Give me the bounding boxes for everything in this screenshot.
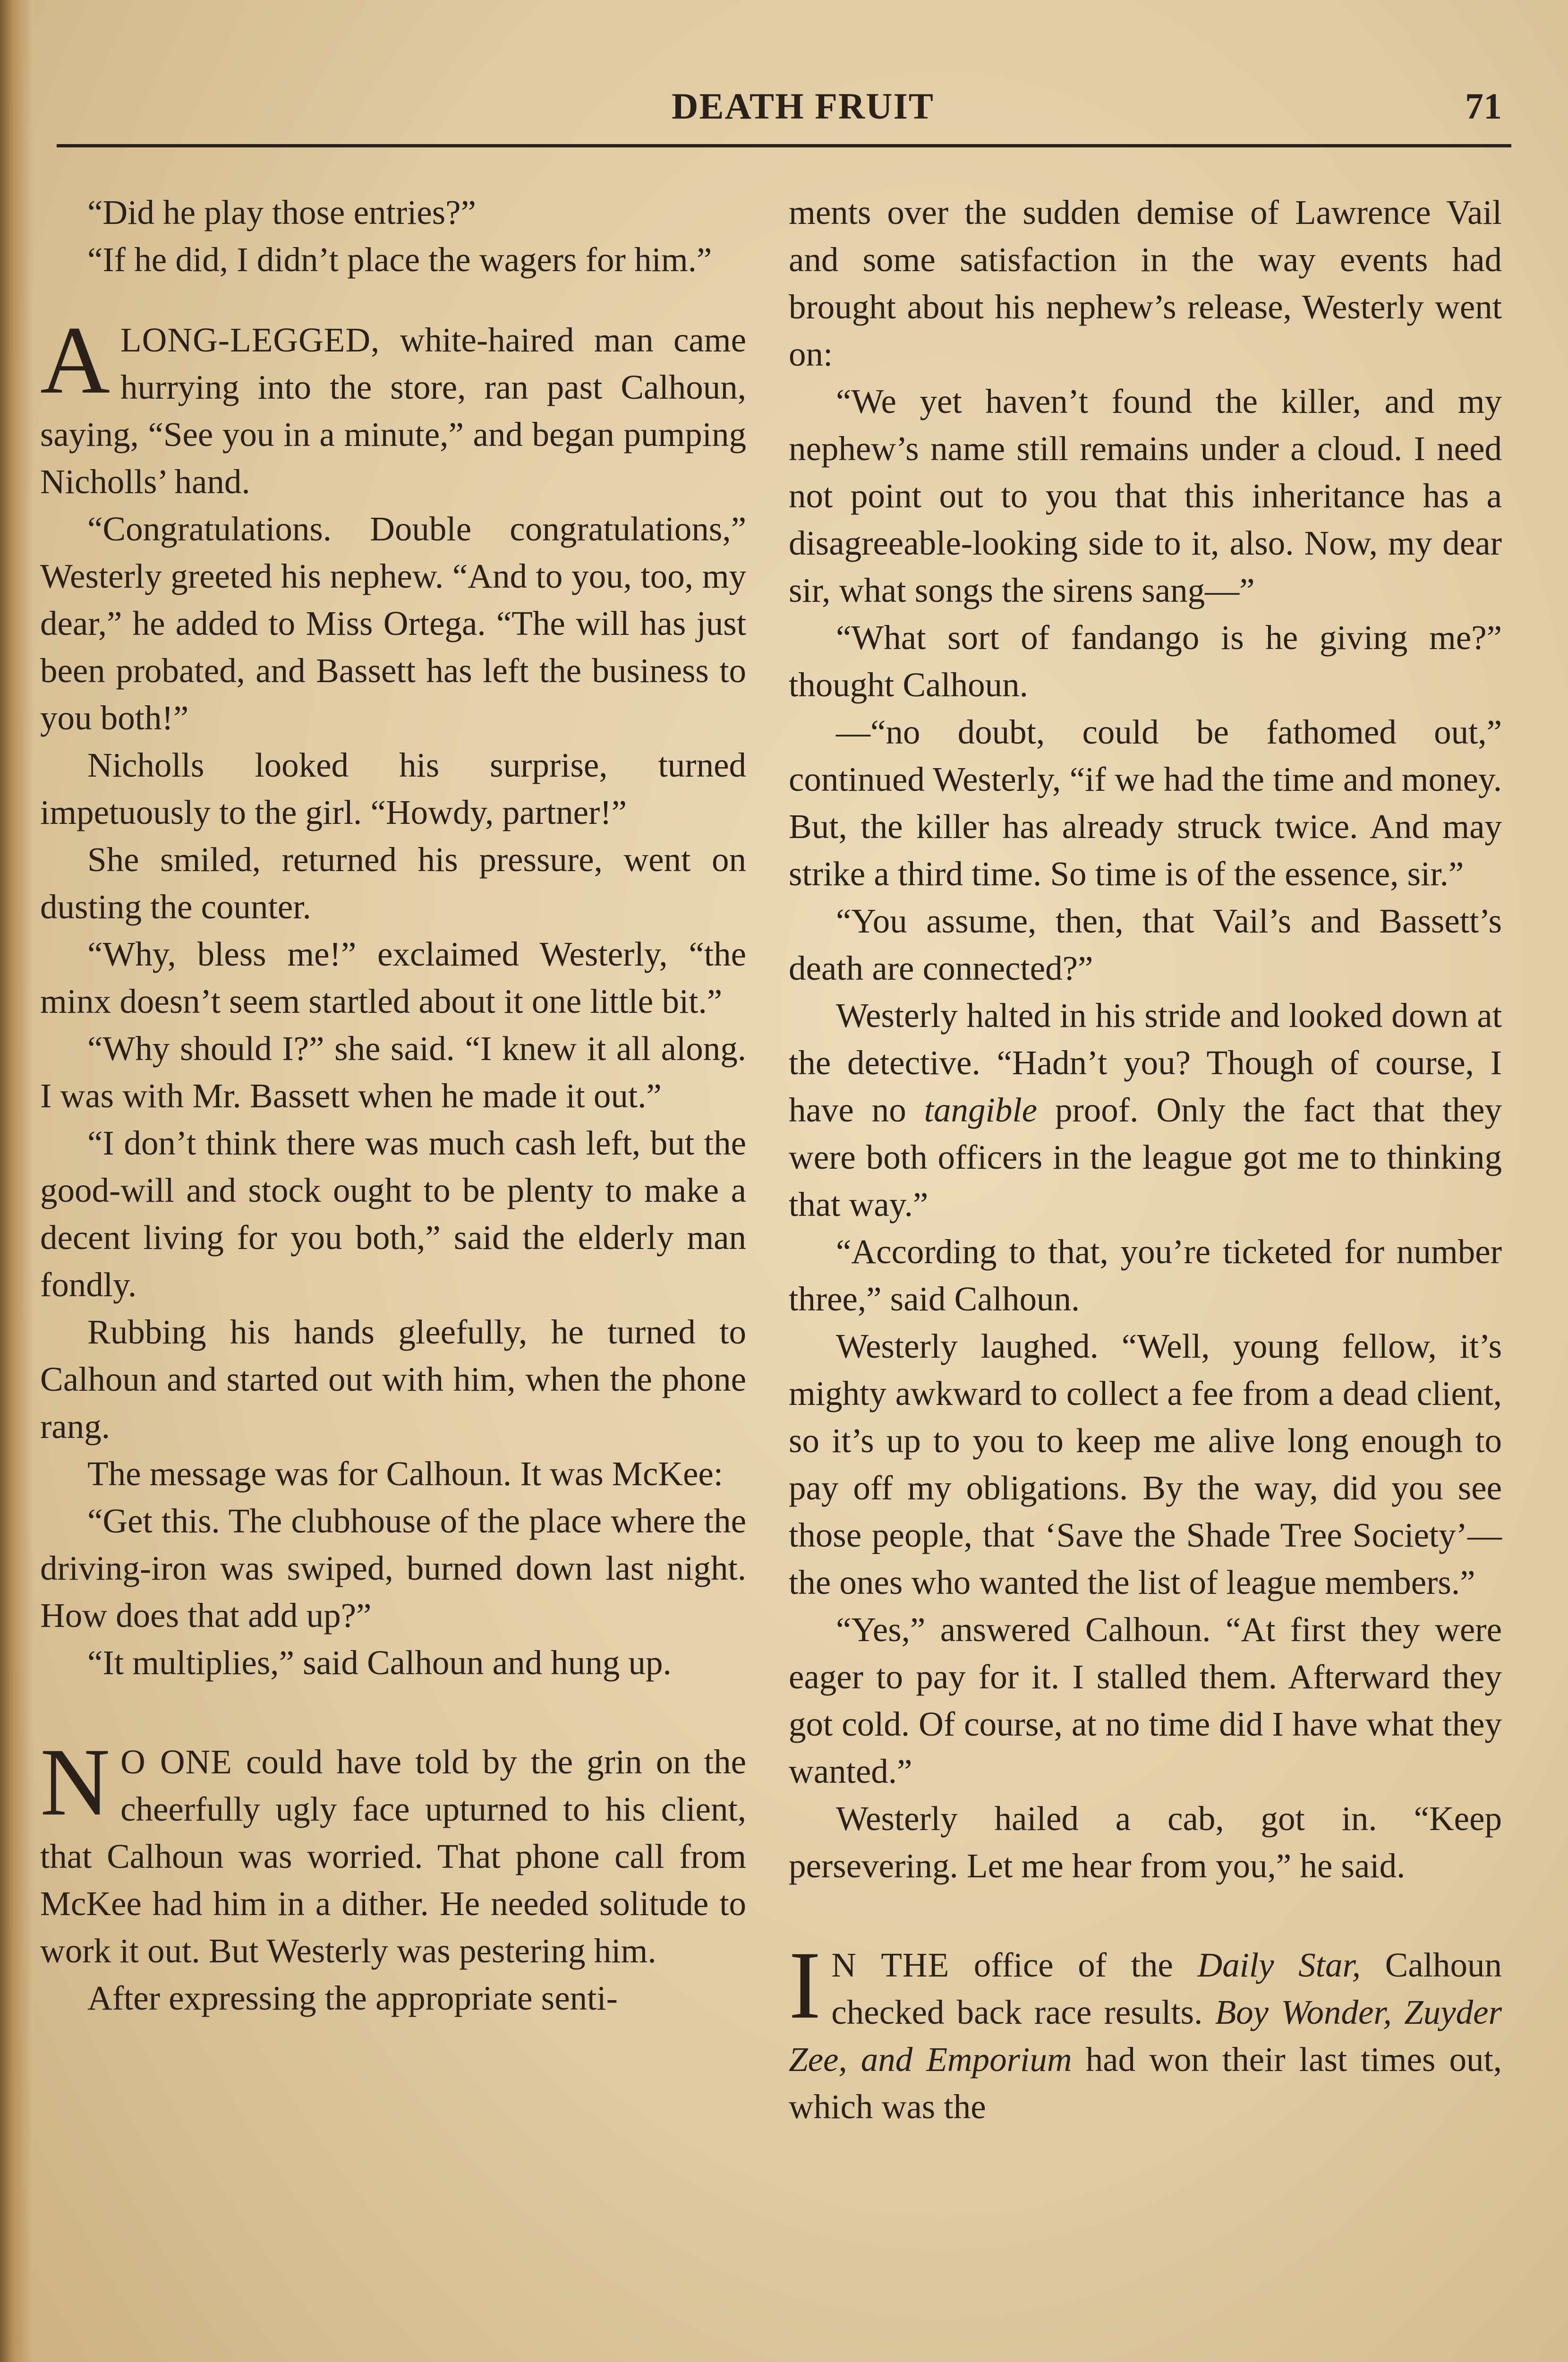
drop-cap: I (789, 1932, 821, 2039)
page-gutter-shadow (0, 0, 33, 2362)
paragraph-text: Westerly halted in his stride and looked down at the detective. “Hadn’t you? Though of course, I have no (789, 996, 1502, 1129)
paragraph: Westerly laughed. “Well, young fellow, it’s mighty awkward to collect a fee from a dead client, so it’s up to you to keep me alive long enough to pay off my obligations. By the way, did you see those people, that ‘Save the Shade Tree Society’—the ones who wanted the list of league members.” (789, 1327, 1502, 1601)
drop-cap: A (40, 307, 111, 414)
paragraph: “I don’t think there was much cash left, but the good-will and stock ought to be plenty to make a decent living for you both,” said the elderly man fondly. (40, 1124, 746, 1304)
paragraph: “It multiplies,” said Calhoun and hung up. (87, 1643, 672, 1682)
paragraph: The message was for Calhoun. It was McKee: (87, 1455, 724, 1493)
paragraph-text: office of the (949, 1946, 1198, 1984)
right-column (789, 189, 1502, 2131)
left-column (40, 189, 746, 2022)
italic-text: Boy Wonder, Zuyder Zee, and Emporium (789, 1993, 1502, 2079)
paragraph: After expressing the appropriate senti- (87, 1979, 618, 2017)
paragraph: She smiled, returned his pressure, went on dusting the counter. (40, 840, 746, 926)
paragraph: —“no doubt, could be fathomed out,” continued Westerly, “if we had the time and money. But, the killer has already struck twice. And may strike a third time. So time is of the essence, sir.” (789, 713, 1502, 893)
italic-text: Daily Star, (1197, 1946, 1361, 1984)
paragraph-text: could have told by the grin on the cheerfully ugly face upturned to his client, that Calhoun was worried. That phone call from McKee had him in a dither. He needed solitude to work it out. But Westerly was pestering him. (40, 1743, 746, 1970)
drop-cap: N (40, 1729, 111, 1836)
section-opening-paragraph (40, 307, 746, 505)
paragraph: Nicholls looked his surprise, turned impetuously to the girl. “Howdy, partner!” (40, 746, 746, 831)
paragraph: “Yes,” answered Calhoun. “At first they were eager to pay for it. I stalled them. Afterward they got cold. Of course, at no time did I have what they wanted.” (789, 1610, 1502, 1790)
paragraph: “According to that, you’re ticketed for number three,” said Calhoun. (789, 1232, 1502, 1318)
section-opening-paragraph (40, 1729, 746, 1975)
paragraph-text: Calhoun checked back race results. (831, 1946, 1502, 2031)
italic-text: tangible (924, 1091, 1038, 1129)
paragraph: “You assume, then, that Vail’s and Bassett’s death are connected?” (789, 902, 1502, 987)
paragraph: “Did he play those entries?” (87, 193, 476, 231)
paragraph-text: proof. Only the fact that they were both officers in the league got me to thinking that way.” (789, 1091, 1502, 1224)
lead-in-caps: N THE (831, 1946, 950, 1984)
paragraph: “Congratulations. Double congratulations,” Westerly greeted his nephew. “And to you, too, my dear,” he added to Miss Ortega. “The will has just been probated, and Bassett has left the business to you both!” (40, 510, 746, 737)
paragraph: Westerly hailed a cab, got in. “Keep persevering. Let me hear from you,” he said. (789, 1799, 1502, 1885)
section-opening-paragraph (789, 1932, 1502, 2131)
page-number: 71 (1465, 86, 1502, 127)
paragraph: “Why should I?” she said. “I knew it all along. I was with Mr. Bassett when he made it out.” (40, 1029, 746, 1115)
paragraph: “Get this. The clubhouse of the place where the driving-iron was swiped, burned down last night. How does that add up?” (40, 1502, 746, 1635)
paragraph (789, 992, 1502, 1228)
paragraph: “Why, bless me!” exclaimed Westerly, “the minx doesn’t seem startled about it one little bit.” (40, 935, 746, 1020)
paragraph: ments over the sudden demise of Lawrence Vail and some satisfaction in the way events had brought about his nephew’s release, Westerly went on: (789, 193, 1502, 373)
paragraph: “We yet haven’t found the killer, and my nephew’s name still remains under a cloud. I need not point out to you that this inheritance has a disagreeable-looking side to it, also. Now, my dear sir, what songs the sirens sang—” (789, 382, 1502, 609)
paragraph: Rubbing his hands gleefully, he turned to Calhoun and started out with him, when the phone rang. (40, 1313, 746, 1446)
lead-in-caps: LONG-LEGGED, (120, 321, 380, 359)
paragraph-text: had won their last times out, which was the (789, 2040, 1502, 2126)
paragraph: “What sort of fandango is he giving me?” thought Calhoun. (789, 618, 1502, 704)
header-rule (57, 144, 1511, 147)
lead-in-caps: O ONE (120, 1743, 232, 1781)
paragraph: “If he did, I didn’t place the wagers for him.” (87, 240, 712, 279)
paragraph-text: white-haired man came hurrying into the store, ran past Calhoun, saying, “See you in a minute,” and began pumping Nicholls’ hand. (40, 321, 746, 501)
page-header (57, 85, 1511, 137)
running-title: DEATH FRUIT (672, 86, 934, 127)
